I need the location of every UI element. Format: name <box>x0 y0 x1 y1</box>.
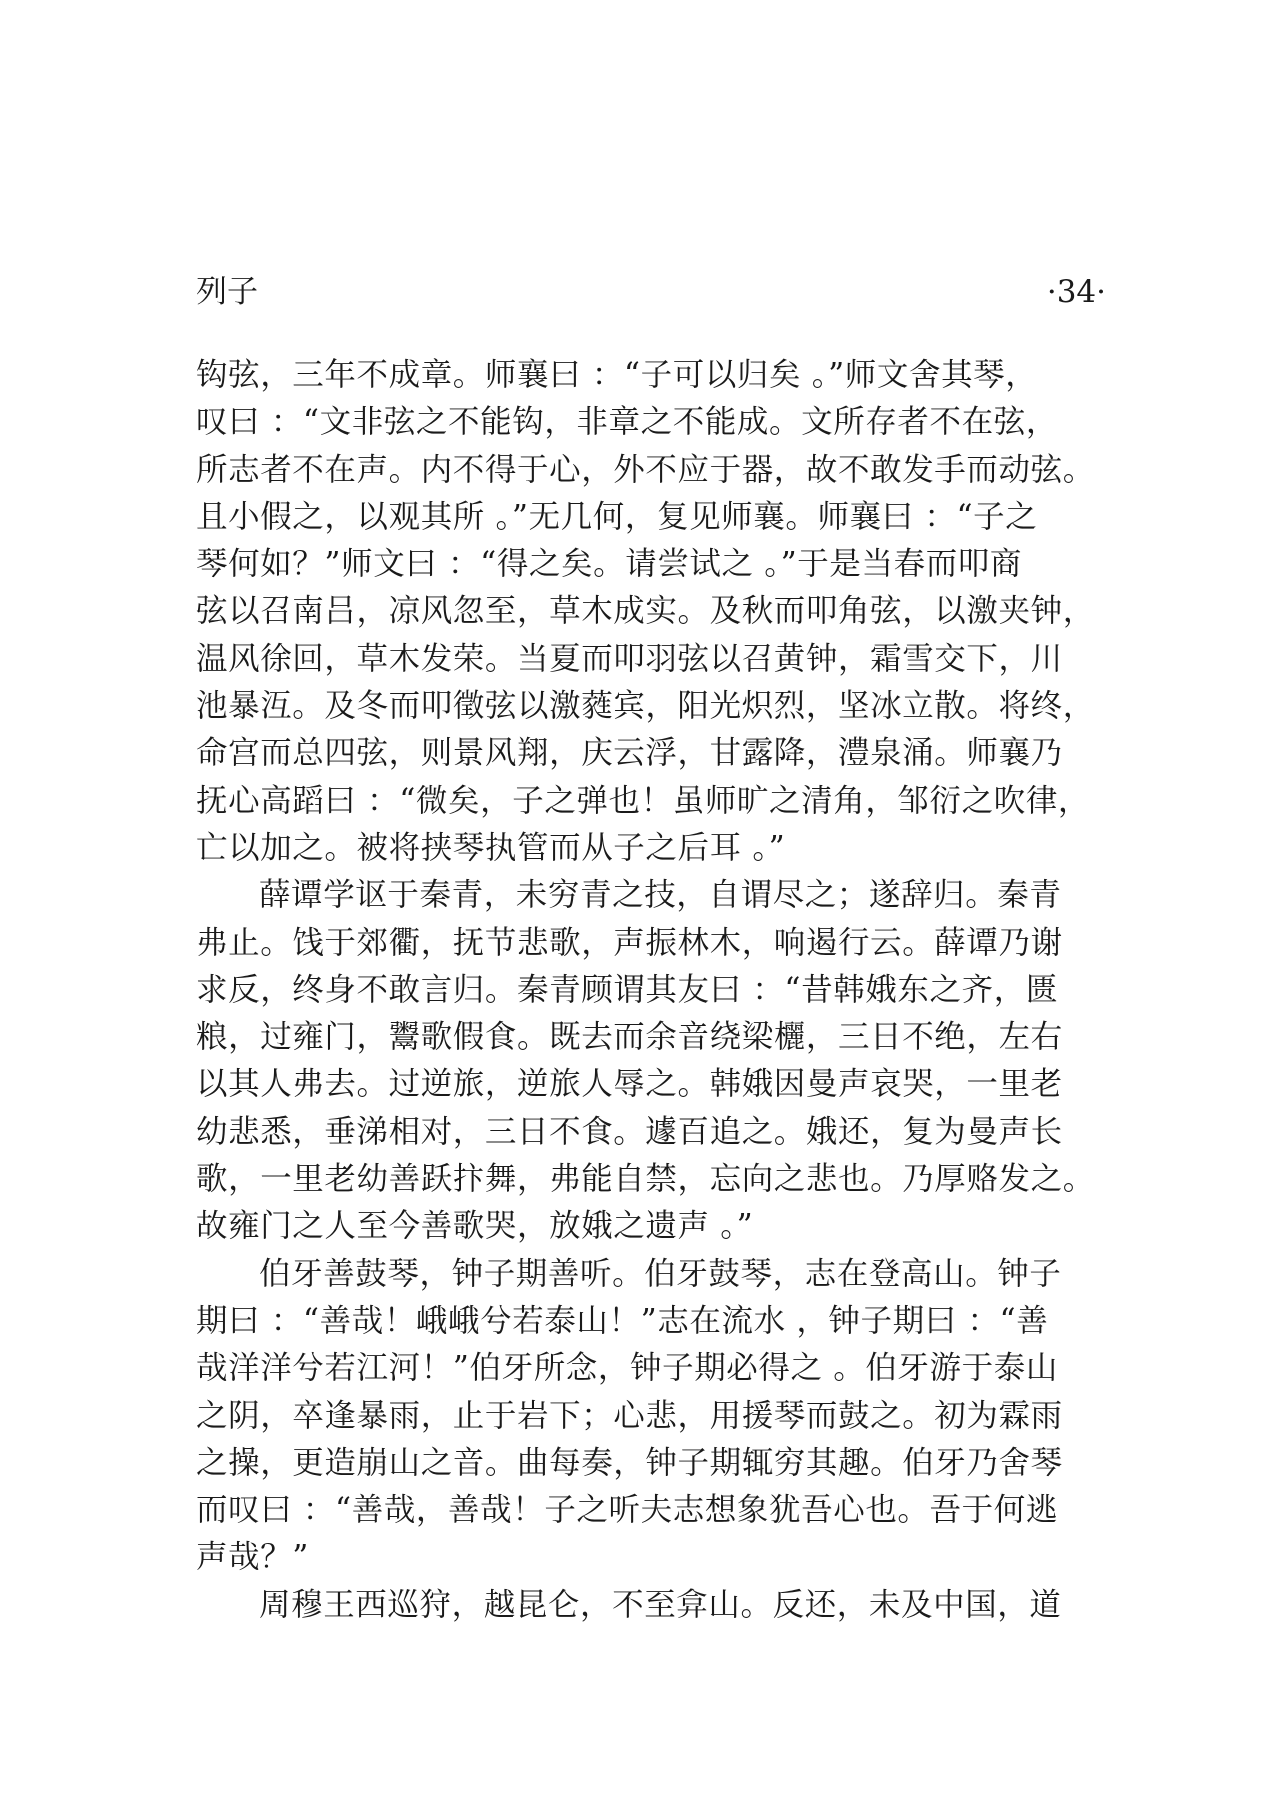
text-line: 琴何如？”师文曰 ：“得之矣。请尝试之 。”于是当春而叩商 <box>196 546 1022 583</box>
text-line: 以其人弗去。过逆旅，逆旅人辱之。韩娥因曼声哀哭，一里老 <box>196 1066 1063 1103</box>
text-line: 薛谭学讴于秦青，未穷青之技，自谓尽之；遂辞归。秦青 <box>259 877 1062 914</box>
book-title: 列子 <box>196 274 258 310</box>
text-line: 故雍门之人至今善歌哭，放娥之遗声 。” <box>196 1208 754 1245</box>
text-line: 而叹曰 ：“善哉，善哉！子之听夫志想象犹吾心也。吾于何逃 <box>196 1492 1058 1529</box>
text-line: 弗止。饯于郊衢，抚节悲歌，声振林木，响遏行云。薛谭乃谢 <box>196 924 1063 961</box>
text-line: 抚心高蹈曰 ：“微矣，子之弹也！虽师旷之清角，邹衍之吹律， <box>196 782 1091 819</box>
text-line: 钩弦，三年不成章。师襄曰 ：“子可以归矣 。”师文舍其琴， <box>196 357 1038 393</box>
text-line: 温风徐回，草木发荣。当夏而叩羽弦以召黄钟，霜雪交下，川 <box>196 640 1063 677</box>
text-line: 且小假之，以观其所 。”无几何，复见师襄。师襄曰 ：“子之 <box>196 498 1038 535</box>
text-line: 幼悲悉，垂涕相对，三日不食。遽百追之。娥还，复为曼声长 <box>196 1113 1063 1150</box>
text-line: 之操，更造崩山之音。曲每奏，钟子期辄穷其趣。伯牙乃舍琴 <box>196 1444 1063 1481</box>
text-line: 所志者不在声。内不得于心，外不应于器，故不敢发手而动弦。 <box>196 451 1095 488</box>
text-line: 叹曰 ：“文非弦之不能钩，非章之不能成。文所存者不在弦， <box>196 404 1058 441</box>
page-number: ·34· <box>1046 274 1106 310</box>
text-line: 周穆王西巡狩，越昆仑，不至弇山。反还，未及中国，道 <box>259 1586 1062 1623</box>
text-line: 期曰 ：“善哉！峨峨兮若泰山！”志在流水 ，钟子期曰 ：“善 <box>196 1302 1049 1339</box>
text-line: 粮，过雍门，鬻歌假食。既去而余音绕梁欐，三日不绝，左右 <box>196 1019 1063 1056</box>
text-line: 亡以加之。被将挟琴执管而从子之后耳 。” <box>196 829 786 866</box>
text-line: 求反，终身不敢言归。秦青顾谓其友曰 ：“昔韩娥东之齐，匮 <box>196 971 1058 1008</box>
text-line: 之阴，卒逢暴雨，止于岩下；心悲，用援琴而鼓之。初为霖雨 <box>196 1397 1063 1434</box>
text-line: 声哉？” <box>196 1539 310 1576</box>
text-line: 弦以召南吕，凉风忽至，草木成实。及秋而叩角弦，以激夹钟， <box>196 593 1095 630</box>
text-line: 池暴沍。及冬而叩徵弦以激蕤宾，阳光炽烈，坚冰立散。将终， <box>196 688 1095 725</box>
running-header <box>196 270 1106 314</box>
text-line: 歌，一里老幼善跃抃舞，弗能自禁，忘向之悲也。乃厚赂发之。 <box>196 1161 1095 1198</box>
body-text <box>196 352 1106 1629</box>
text-line: 命宫而总四弦，则景风翔，庆云浮，甘露降，澧泉涌。师襄乃 <box>196 735 1063 772</box>
text-line: 哉洋洋兮若江河！”伯牙所念，钟子期必得之 。伯牙游于泰山 <box>196 1350 1058 1387</box>
text-line: 伯牙善鼓琴，钟子期善听。伯牙鼓琴，志在登高山。钟子 <box>259 1255 1062 1292</box>
